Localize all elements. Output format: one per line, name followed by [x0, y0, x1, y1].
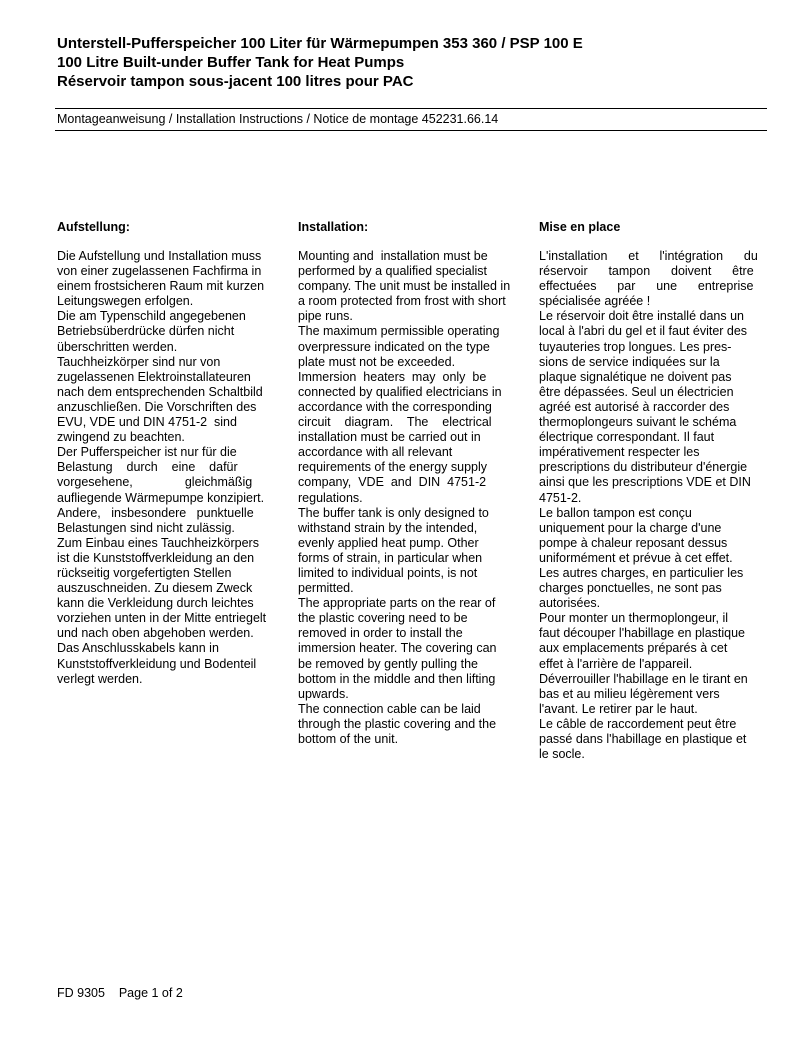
text-line: bottom in the middle and then lifting [298, 671, 496, 686]
text-line: Le réservoir doit être installé dans un [539, 309, 744, 324]
text-line: bas et au milieu légèrement vers [539, 686, 720, 701]
text-line: Leitungswegen erfolgen. [57, 294, 194, 309]
text-line: zwingend zu beachten. [57, 430, 185, 445]
document-title [57, 34, 583, 91]
text-line: le socle. [539, 747, 585, 762]
column-german [57, 219, 289, 687]
text-line: vorgesehene, gleichmäßig [57, 475, 253, 490]
page-footer: FD 9305 Page 1 of 2 [57, 986, 183, 1000]
text-line: charges ponctuelles, ne sont pas [539, 581, 722, 596]
text-line: company. The unit must be installed in [298, 279, 511, 294]
text-line: immersion heater. The covering can [298, 641, 497, 656]
text-line: 4751-2. [539, 490, 582, 505]
text-line: agréé est autorisé à raccorder des [539, 399, 730, 414]
text-line: removed in order to install the [298, 626, 463, 641]
text-line: ainsi que les prescriptions VDE et DIN [539, 475, 751, 490]
text-line: Der Pufferspeicher ist nur für die [57, 445, 237, 460]
column-heading: Aufstellung: [57, 220, 130, 234]
text-line: effet à l'arrière de l'appareil. [539, 656, 693, 671]
text-line: Betriebsüberdrücke dürfen nicht [57, 324, 235, 339]
text-line: nach dem entsprechenden Schaltbild [57, 384, 263, 399]
text-line: Le ballon tampon est conçu [539, 505, 692, 520]
text-line: kann die Verkleidung durch leichtes [57, 596, 254, 611]
text-line: Les autres charges, en particulier les [539, 565, 744, 580]
text-line: accordance with the corresponding [298, 399, 492, 414]
text-line: through the plastic covering and the [298, 716, 497, 731]
text-line: be removed by gently pulling the [298, 656, 478, 671]
text-line: effectuées par une entreprise [539, 279, 754, 294]
text-line: The connection cable can be laid [298, 701, 481, 716]
text-line: uniformément et prévue à cet effet. [539, 550, 733, 565]
text-line: company, VDE and DIN 4751-2 [298, 475, 487, 490]
text-line: tuyauteries trop longues. Les pres- [539, 339, 732, 354]
text-line: und nach oben abgehoben werden. [57, 626, 254, 641]
text-line: connected by qualified electricians in [298, 384, 502, 399]
column-heading: Installation: [298, 220, 369, 234]
text-line: von einer zugelassenen Fachfirma in [57, 264, 262, 279]
text-line: EVU, VDE und DIN 4751-2 sind [57, 415, 237, 430]
document-subtitle: Montageanweisung / Installation Instructions / Notice de montage 452231.66.14 [57, 112, 499, 126]
column-french [539, 219, 771, 762]
text-line: The buffer tank is only designed to [298, 505, 489, 520]
title-german: Unterstell-Pufferspeicher 100 Liter für Wärmepumpen 353 360 / PSP 100 E [57, 35, 583, 52]
text-line: spécialisée agréée ! [539, 294, 651, 309]
text-line: passé dans l'habillage en plastique et [539, 732, 747, 746]
text-line: faut découper l'habillage en plastique [539, 626, 746, 641]
text-line: permitted. [298, 581, 354, 596]
text-line: plaque signalétique ne doivent pas [539, 369, 732, 384]
column-heading: Mise en place [539, 220, 621, 234]
text-line: Das Anschlusskabels kann in [57, 641, 219, 656]
text-line: L'installation et l'intégration du [539, 249, 758, 263]
text-line: aux emplacements préparés à cet [539, 641, 728, 656]
text-line: pipe runs. [298, 309, 353, 324]
text-line: bottom of the unit. [298, 732, 399, 746]
text-line: overpressure indicated on the type [298, 339, 490, 354]
text-line: withstand strain by the intended, [298, 520, 478, 535]
text-line: The appropriate parts on the rear of [298, 596, 496, 611]
text-line: électrique correspondant. Il faut [539, 430, 715, 445]
text-line: überschritten werden. [57, 339, 178, 354]
text-line: Andere, insbesondere punktuelle [57, 505, 254, 520]
text-line: installation must be carried out in [298, 430, 481, 445]
title-french: Réservoir tampon sous-jacent 100 litres pour PAC [57, 73, 414, 90]
text-line: requirements of the energy supply [298, 460, 487, 475]
text-line: aufliegende Wärmepumpe konzipiert. [57, 490, 265, 505]
text-line: The maximum permissible operating [298, 324, 500, 339]
text-line: Le câble de raccordement peut être [539, 716, 737, 731]
title-english: 100 Litre Built-under Buffer Tank for Heat Pumps [57, 54, 405, 71]
text-line: ist die Kunststoffverkleidung an den [57, 550, 255, 565]
text-line: local à l'abri du gel et il faut éviter des [539, 324, 748, 339]
text-line: anzuschließen. Die Vorschriften des [57, 399, 257, 414]
text-line: Pour monter un thermoplongeur, il [539, 611, 728, 626]
text-line: a room protected from frost with short [298, 294, 506, 309]
text-line: circuit diagram. The electrical [298, 415, 492, 430]
column-english [298, 219, 530, 747]
text-line: verlegt werden. [57, 671, 143, 686]
text-line: evenly applied heat pump. Other [298, 535, 479, 550]
text-line: réservoir tampon doivent être [539, 264, 754, 279]
text-line: auszuschneiden. Zu diesem Zweck [57, 581, 253, 596]
text-line: être dépassées. Seul un électricien [539, 384, 734, 399]
text-line: Mounting and installation must be [298, 249, 488, 263]
text-line: zugelassenen Elektroinstallateuren [57, 369, 251, 384]
text-line: limited to individual points, is not [298, 565, 478, 580]
text-line: pompe à chaleur reposant dessus [539, 535, 728, 550]
text-line: einem frostsicheren Raum mit kurzen [57, 279, 265, 294]
text-line: Belastungen sind nicht zulässig. [57, 520, 235, 535]
text-line: autorisées. [539, 596, 601, 611]
text-line: regulations. [298, 490, 363, 505]
text-line: Kunststoffverkleidung und Bodenteil [57, 656, 257, 671]
text-line: impérativement respecter les [539, 445, 700, 460]
text-line: Zum Einbau eines Tauchheizkörpers [57, 535, 259, 550]
text-line: plate must not be exceeded. [298, 354, 456, 369]
text-line: prescriptions du distributeur d'énergie [539, 460, 748, 475]
text-line: Déverrouiller l'habillage en le tirant en [539, 671, 748, 686]
text-line: Die am Typenschild angegebenen [57, 309, 246, 324]
text-line: accordance with all relevant [298, 445, 453, 460]
text-line: Belastung durch eine dafür [57, 460, 238, 475]
text-line: l'avant. Le retirer par le haut. [539, 701, 698, 716]
top-divider [55, 108, 767, 109]
text-line: Tauchheizkörper sind nur von [57, 354, 221, 369]
text-line: thermoplongeurs suivant le schéma [539, 415, 737, 430]
text-line: sions de service indiquées sur la [539, 354, 720, 369]
text-line: performed by a qualified specialist [298, 264, 487, 279]
subtitle-divider [55, 130, 767, 131]
text-line: uniquement pour la charge d'une [539, 520, 722, 535]
text-line: upwards. [298, 686, 349, 701]
text-line: the plastic covering need to be [298, 611, 468, 626]
text-line: forms of strain, in particular when [298, 550, 483, 565]
text-line: Immersion heaters may only be [298, 369, 487, 384]
text-line: rückseitig vorgefertigten Stellen [57, 565, 232, 580]
text-line: vorziehen unten in der Mitte entriegelt [57, 611, 267, 626]
text-line: Die Aufstellung und Installation muss [57, 249, 262, 263]
